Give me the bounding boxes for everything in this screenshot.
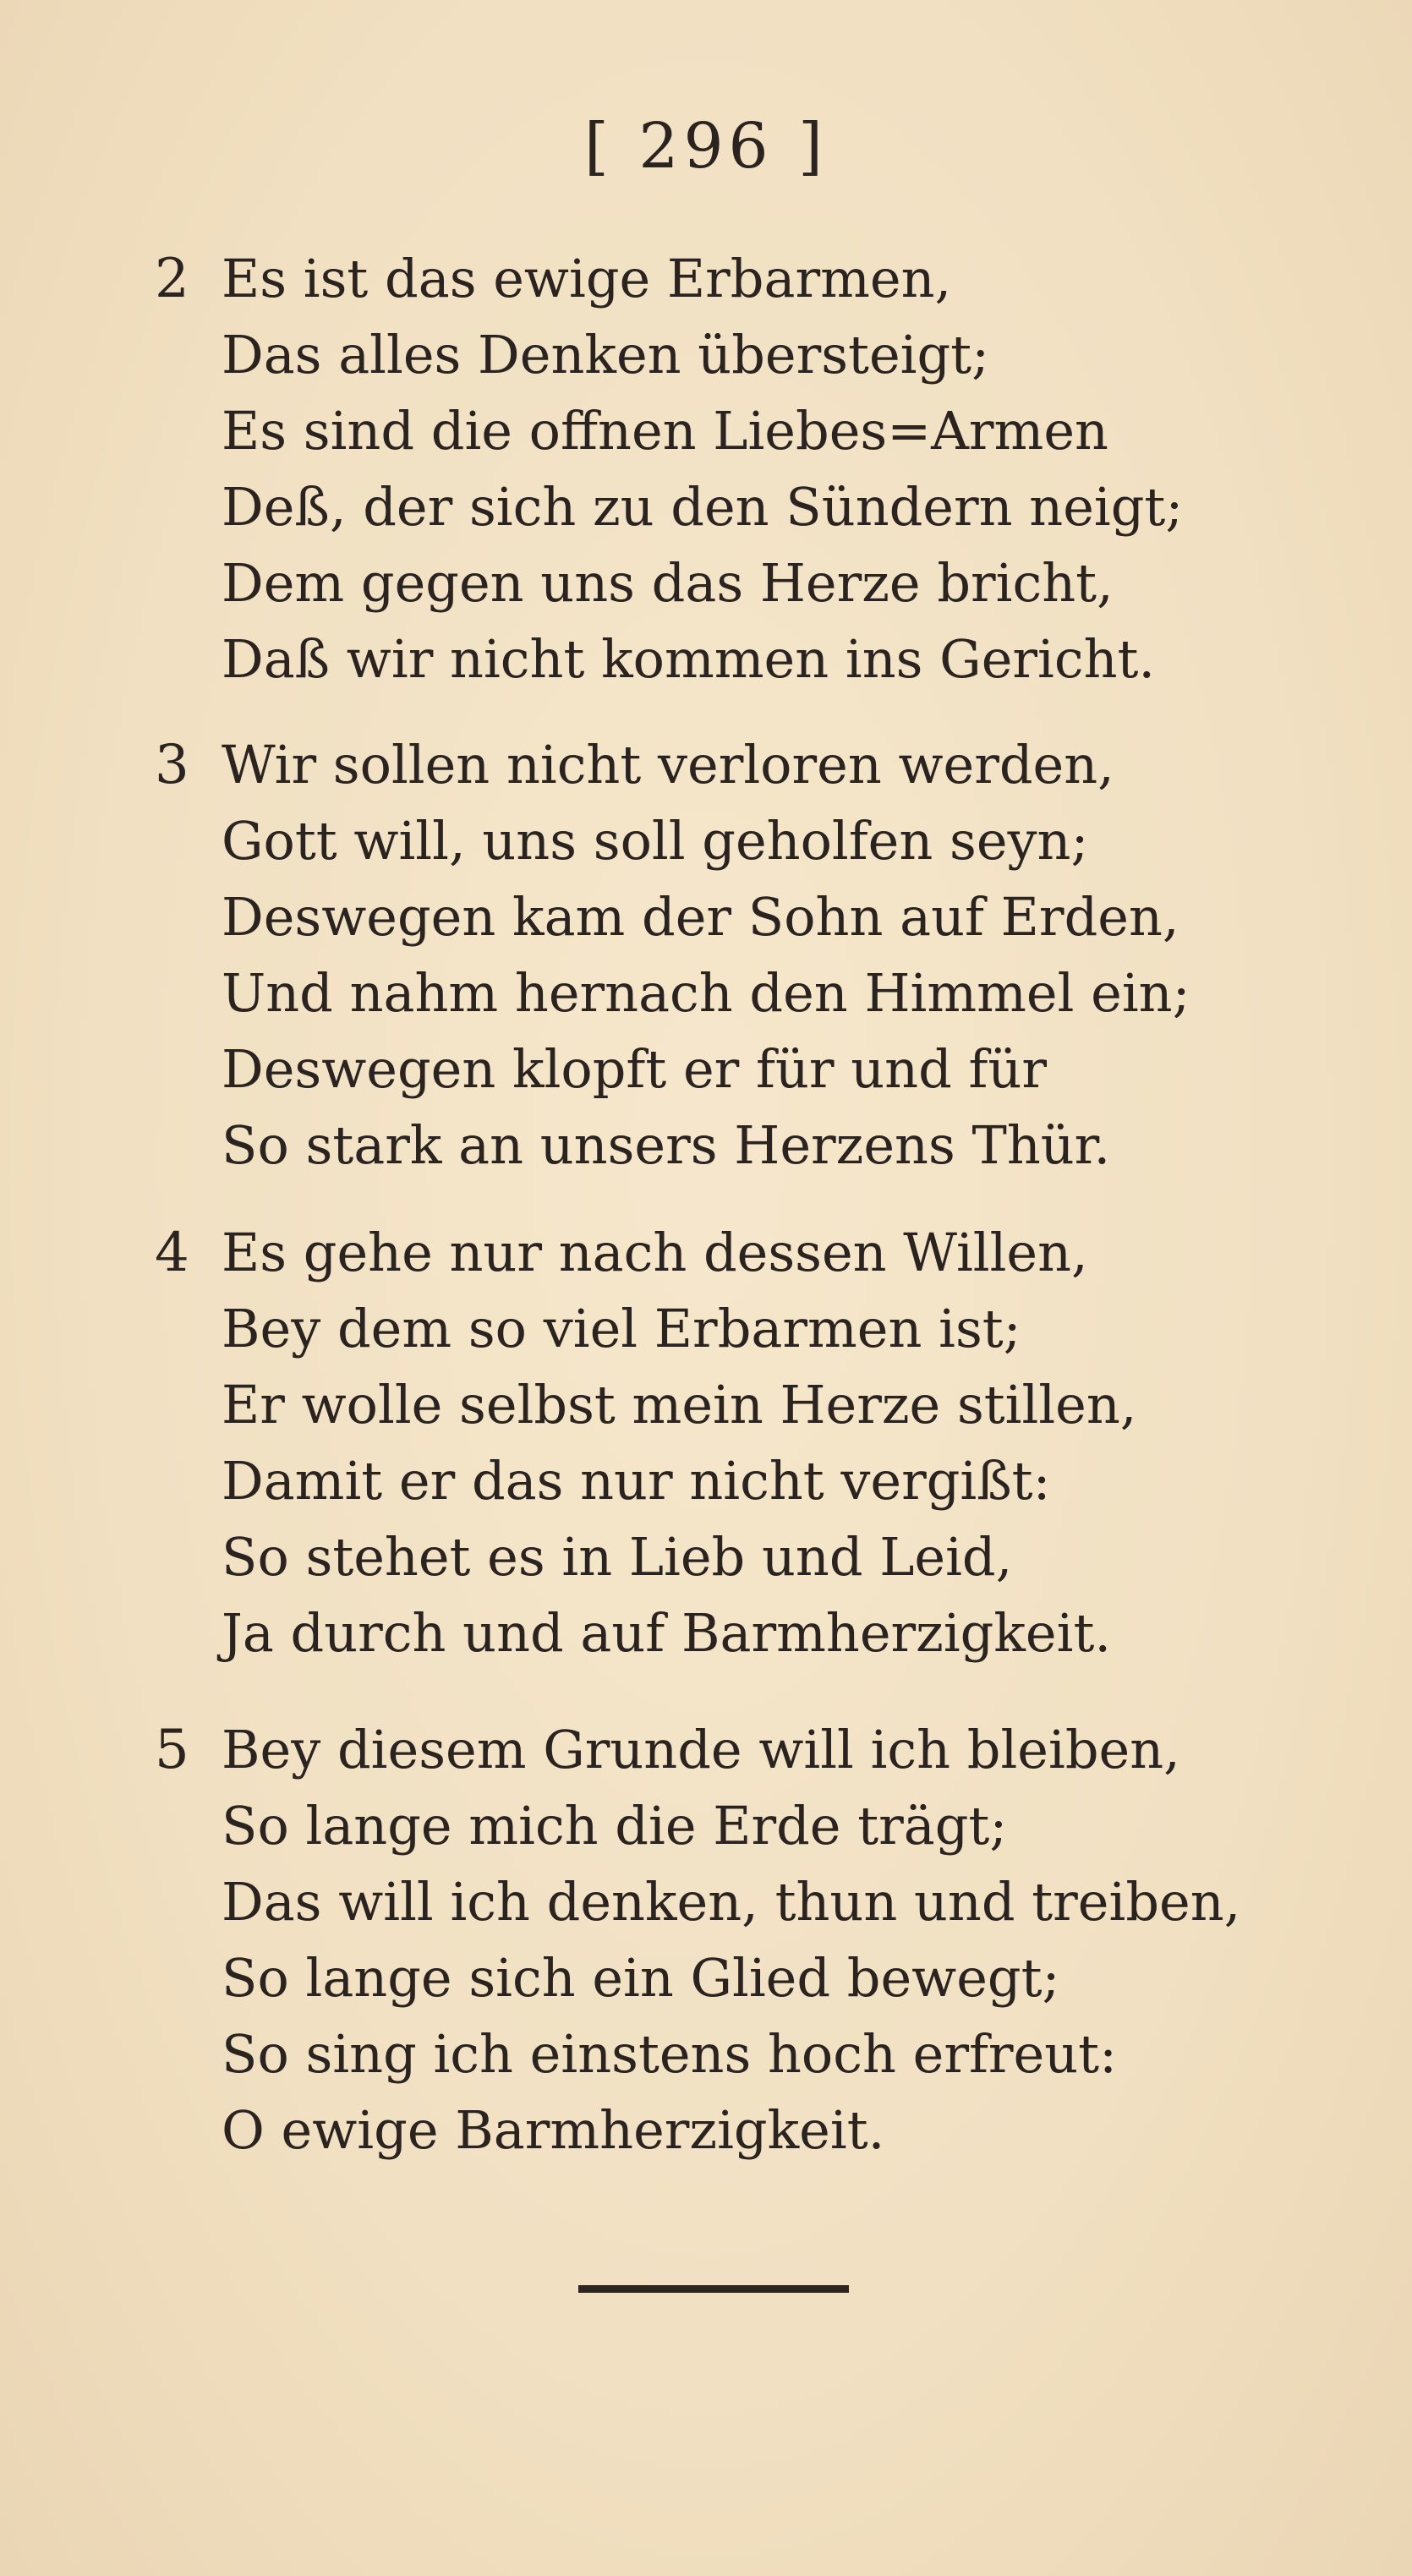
- verse-line: Und nahm hernach den Himmel ein;: [222, 962, 1190, 1024]
- verse-line: So lange mich die Erde trägt;: [222, 1795, 1008, 1857]
- verse-line: So lange sich ein Glied bewegt;: [222, 1947, 1060, 2009]
- stanza-number: 5: [155, 1719, 189, 1781]
- end-rule: [578, 2285, 849, 2293]
- verse-line: Es sind die offnen Liebes=Armen: [222, 400, 1108, 462]
- verse-line: So sing ich einstens hoch erfreut:: [222, 2023, 1117, 2085]
- verse-line: Deß, der sich zu den Sündern neigt;: [222, 476, 1184, 538]
- verse-line: Ja durch und auf Barmherzigkeit.: [222, 1602, 1112, 1664]
- stanza-number: 2: [155, 248, 189, 310]
- verse-line: Er wolle selbst mein Herze stillen,: [222, 1374, 1137, 1436]
- verse-line: Es ist das ewige Erbarmen,: [222, 248, 952, 309]
- verse-line: Dem gegen uns das Herze bricht,: [222, 552, 1114, 614]
- verse-line: Wir sollen nicht verloren werden,: [222, 734, 1114, 796]
- page-number: [ 296 ]: [583, 110, 829, 183]
- verse-line: Das will ich denken, thun und treiben,: [222, 1871, 1241, 1933]
- verse-line: Daß wir nicht kommen ins Gericht.: [222, 628, 1156, 690]
- verse-line: Das alles Denken übersteigt;: [222, 324, 989, 386]
- stanza-number: 4: [155, 1222, 189, 1284]
- verse-line: Gott will, uns soll geholfen seyn;: [222, 810, 1089, 872]
- verse-line: Es gehe nur nach dessen Willen,: [222, 1222, 1088, 1283]
- verse-line: O ewige Barmherzigkeit.: [222, 2099, 885, 2161]
- verse-line: Bey dem so viel Erbarmen ist;: [222, 1298, 1021, 1359]
- verse-line: So stark an unsers Herzens Thür.: [222, 1114, 1111, 1176]
- verse-line: So stehet es in Lieb und Leid,: [222, 1526, 1013, 1588]
- stanza-number: 3: [155, 734, 189, 796]
- verse-line: Bey diesem Grunde will ich bleiben,: [222, 1719, 1180, 1780]
- verse-line: Damit er das nur nicht vergißt:: [222, 1450, 1051, 1512]
- verse-line: Deswegen kam der Sohn auf Erden,: [222, 886, 1179, 948]
- verse-line: Deswegen klopft er für und für: [222, 1038, 1048, 1100]
